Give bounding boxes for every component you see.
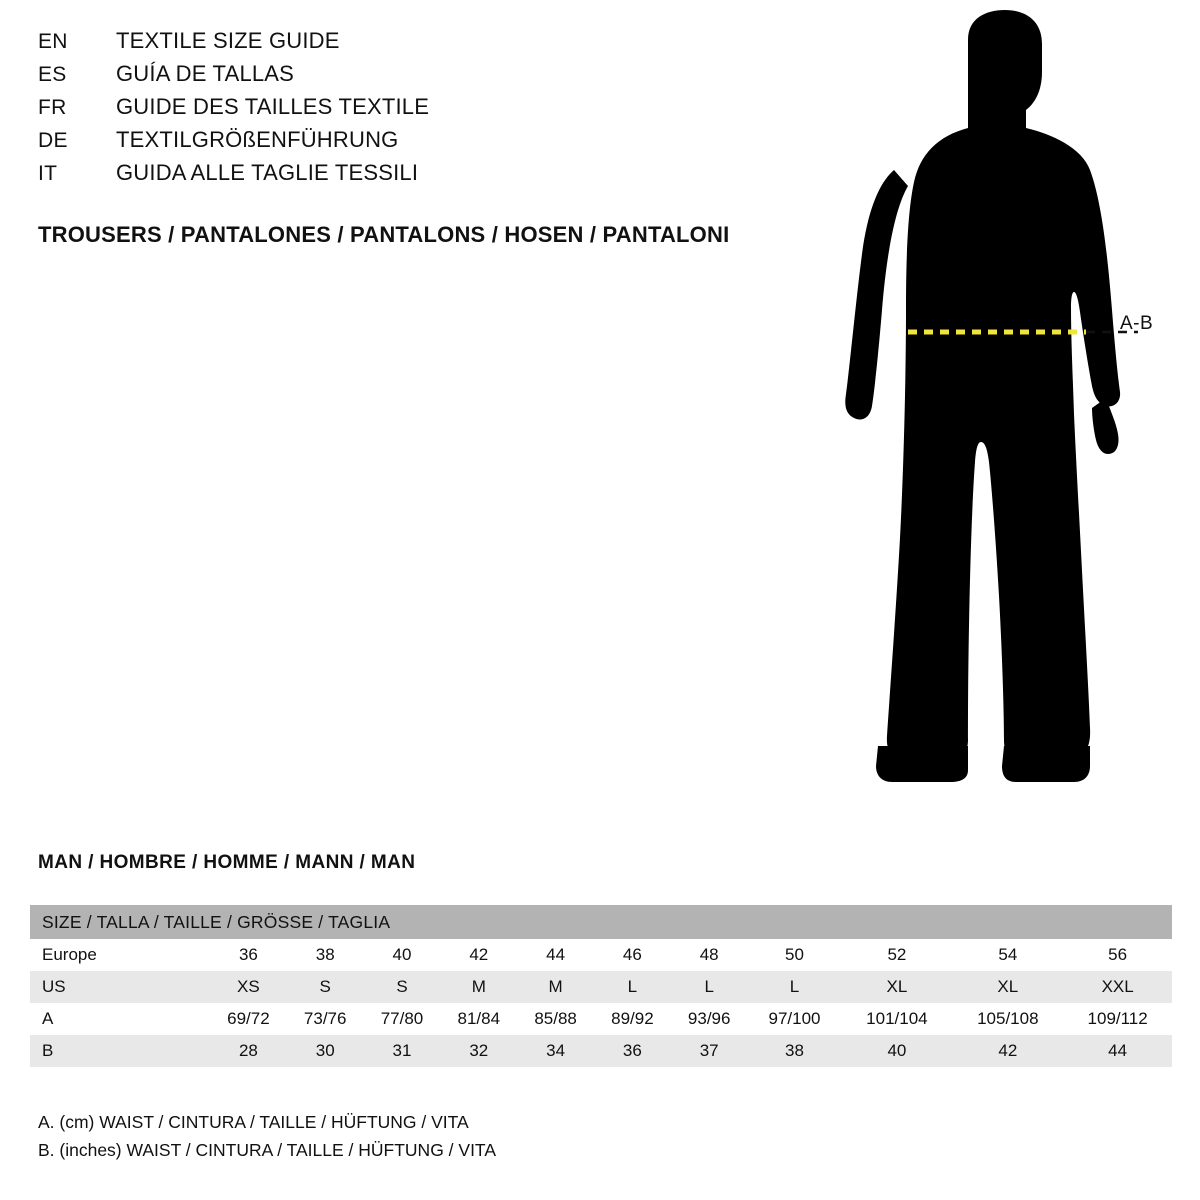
language-list [38,28,798,193]
language-row [38,28,798,61]
table-cell: XXL [1063,971,1172,1003]
body-silhouette-illustration [800,10,1200,800]
table-cell: 42 [440,939,517,971]
table-cell: 101/104 [841,1003,952,1035]
language-row [38,61,798,94]
language-title: TEXTILE SIZE GUIDE [116,28,340,53]
table-cell: 77/80 [364,1003,441,1035]
footnote-a: A. (cm) WAIST / CINTURA / TAILLE / HÜFTUNG / VITA [38,1112,469,1132]
table-row [30,1003,1172,1035]
table-cell: L [748,971,842,1003]
table-row [30,971,1172,1003]
table-cell: 97/100 [748,1003,842,1035]
gender-section-title: MAN / HOMBRE / HOMME / MANN / MAN [38,852,416,873]
table-cell: L [671,971,748,1003]
table-cell: XS [210,971,287,1003]
footnotes [38,1108,496,1164]
table-cell: 73/76 [287,1003,364,1035]
table-cell: 38 [287,939,364,971]
size-table [30,905,1172,1067]
table-cell: 93/96 [671,1003,748,1035]
table-cell: 32 [440,1035,517,1067]
row-label: US [30,971,210,1003]
silhouette-shape [845,10,1120,782]
table-cell: S [364,971,441,1003]
table-cell: 38 [748,1035,842,1067]
table-cell: 69/72 [210,1003,287,1035]
table-cell: 81/84 [440,1003,517,1035]
row-label: Europe [30,939,210,971]
table-cell: 109/112 [1063,1003,1172,1035]
table-cell: 46 [594,939,671,971]
language-code: EN [38,30,68,53]
table-cell: 44 [1063,1035,1172,1067]
table-cell: S [287,971,364,1003]
table-cell: 37 [671,1035,748,1067]
table-row [30,939,1172,971]
language-row [38,94,798,127]
table-cell: 48 [671,939,748,971]
table-cell: 40 [364,939,441,971]
language-title: GUIDA ALLE TAGLIE TESSILI [116,160,419,185]
table-row [30,1035,1172,1067]
table-cell: 105/108 [952,1003,1063,1035]
language-row [38,160,798,193]
table-cell: 36 [210,939,287,971]
table-cell: 85/88 [517,1003,594,1035]
table-cell: 52 [841,939,952,971]
language-code: DE [38,129,68,152]
garment-type-label: TROUSERS / PANTALONES / PANTALONS / HOSEN / PANTALONI [38,222,730,247]
language-code: IT [38,162,58,185]
table-cell: 54 [952,939,1063,971]
table-cell: 36 [594,1035,671,1067]
row-label: A [30,1003,210,1035]
language-code: FR [38,96,67,119]
table-cell: M [440,971,517,1003]
table-cell: 42 [952,1035,1063,1067]
table-cell: M [517,971,594,1003]
language-code: ES [38,63,67,86]
table-cell: L [594,971,671,1003]
table-header-label: SIZE / TALLA / TAILLE / GRÖSSE / TAGLIA [30,905,1172,939]
language-row [38,127,798,160]
table-cell: 50 [748,939,842,971]
row-label: B [30,1035,210,1067]
table-cell: 28 [210,1035,287,1067]
table-cell: XL [841,971,952,1003]
table-cell: 89/92 [594,1003,671,1035]
table-cell: 40 [841,1035,952,1067]
language-title: GUIDE DES TAILLES TEXTILE [116,94,430,119]
table-cell: 31 [364,1035,441,1067]
language-title: GUÍA DE TALLAS [116,61,295,86]
measure-ab-label: A-B [1120,313,1154,334]
table-cell: 30 [287,1035,364,1067]
table-cell: 34 [517,1035,594,1067]
table-cell: 44 [517,939,594,971]
table-cell: XL [952,971,1063,1003]
footnote-b: B. (inches) WAIST / CINTURA / TAILLE / HÜFTUNG / VITA [38,1140,496,1160]
language-title: TEXTILGRÖßENFÜHRUNG [116,127,399,152]
table-header-row [30,905,1172,939]
table-cell: 56 [1063,939,1172,971]
